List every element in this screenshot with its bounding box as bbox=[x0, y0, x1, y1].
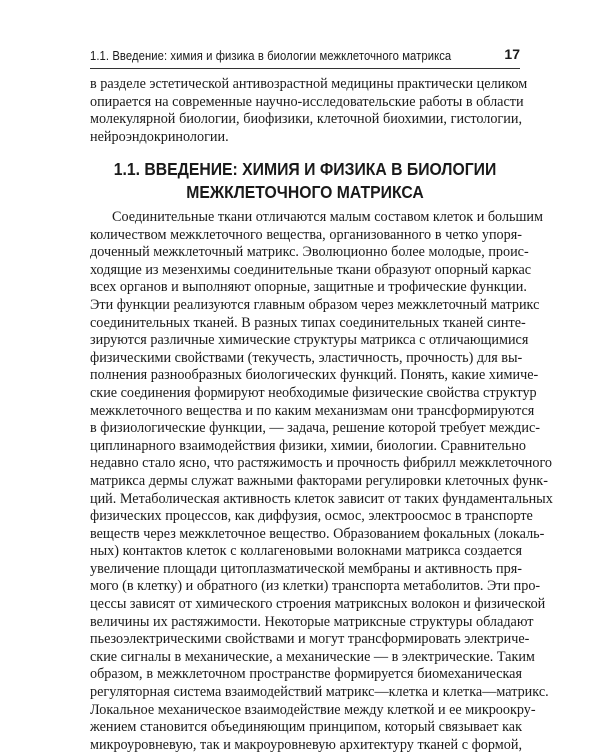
text-line: нейроэндокринологии. bbox=[90, 128, 229, 145]
text-line: физических процессов, как диффузия, осмос, электроосмос в транспорте bbox=[90, 508, 533, 525]
intro-paragraph bbox=[90, 76, 528, 146]
text-line: жением становится объединяющим принципом, который связывает как bbox=[90, 719, 522, 736]
text-line: матрикса дермы служат важными факторами регулировки клеточных функ- bbox=[90, 472, 548, 489]
text-line: молекулярной биологии, биофизики, клеточной биохимии, гистологии, bbox=[90, 111, 522, 128]
text-line: ций. Метаболическая активность клеток зависит от таких фундаментальных bbox=[90, 490, 553, 507]
text-line: зируются различные химические структуры матрикса с отличающимися bbox=[90, 332, 529, 349]
text-line: недавно стало ясно, что растяжимость и прочность фибрилл межклеточного bbox=[90, 455, 553, 472]
text-line: в физиологические функции, — задача, решение которой требует междис- bbox=[90, 420, 540, 437]
text-line: регуляторная система взаимодействий матрикс—клетка и клетка—матрикс. bbox=[90, 684, 549, 701]
text-line: ходящие из мезенхимы соединительные ткани образуют опорный каркас bbox=[90, 261, 532, 278]
text-line: ские сигналы в механические, а механические — в электрические. Таким bbox=[90, 648, 535, 665]
running-header bbox=[90, 48, 520, 68]
body-paragraph bbox=[90, 209, 553, 754]
text-line: Эти функции реализуются главным образом через межклеточный матрикс bbox=[90, 296, 540, 313]
section-heading bbox=[70, 158, 540, 204]
running-title: 1.1. Введение: химия и физика в биологии межклеточного матрикса bbox=[90, 49, 452, 63]
text-line: образом, в межклеточном пространстве формируется биомеханическая bbox=[90, 666, 522, 683]
text-line: веществ через межклеточное вещество. Образованием фокальных (локаль- bbox=[90, 525, 545, 542]
text-line: микроуровневую, так и макроуровневую архитектуру тканей с формой, bbox=[90, 736, 522, 753]
text-line: полнения разнообразных биологических функций. Понять, какие химиче- bbox=[90, 367, 539, 384]
text-line: межклеточного вещества и по каким механизмам они трансформируются bbox=[90, 402, 535, 419]
header-rule bbox=[90, 68, 520, 69]
text-line: доченный межклеточный матрикс. Эволюционно более молодые, проис- bbox=[90, 244, 529, 261]
text-line: в разделе эстетической антивозрастной медицины практически целиком bbox=[90, 76, 528, 92]
text-line: всех органов и выполняют опорные, защитные и трофические функции. bbox=[90, 279, 527, 296]
page-number: 17 bbox=[504, 46, 520, 62]
text-line: Соединительные ткани отличаются малым составом клеток и большим bbox=[112, 209, 543, 225]
text-line: циплинарного взаимодействия физики, химии, биологии. Сравнительно bbox=[90, 437, 527, 454]
text-line: увеличение площади цитоплазматической мембраны и активность пря- bbox=[90, 560, 522, 577]
text-line: величины их растяжимости. Некоторые матриксные структуры обладают bbox=[90, 613, 534, 630]
text-line: опирается на современные научно-исследовательские работы в области bbox=[90, 93, 524, 110]
section-heading-line: МЕЖКЛЕТОЧНОГО МАТРИКСА bbox=[186, 182, 424, 202]
text-line: цессы зависят от химического строения матриксных волокон и физической bbox=[90, 596, 546, 613]
text-line: соединительных тканей. В разных типах соединительных тканей синте- bbox=[90, 314, 526, 331]
text-line: мого (в клетку) и обратного (из клетки) транспорта метаболитов. Эти про- bbox=[90, 578, 541, 595]
text-line: физическими свойствами (текучесть, эластичность, прочность) для вы- bbox=[90, 349, 523, 366]
text-line: ных) контактов клеток с коллагеновыми волокнами матрикса создается bbox=[90, 543, 522, 560]
text-line: количеством межклеточного вещества, организованного в четко упоря- bbox=[90, 226, 522, 243]
text-line: пьезоэлектрическими свойствами и могут трансформировать электриче- bbox=[90, 631, 530, 648]
text-line: Локальное механическое взаимодействие между клеткой и ее микроокру- bbox=[90, 701, 536, 718]
section-heading-line: 1.1. ВВЕДЕНИЕ: ХИМИЯ И ФИЗИКА В БИОЛОГИИ bbox=[113, 159, 497, 179]
text-line: ские соединения формируют необходимые физические свойства структур bbox=[90, 384, 537, 401]
